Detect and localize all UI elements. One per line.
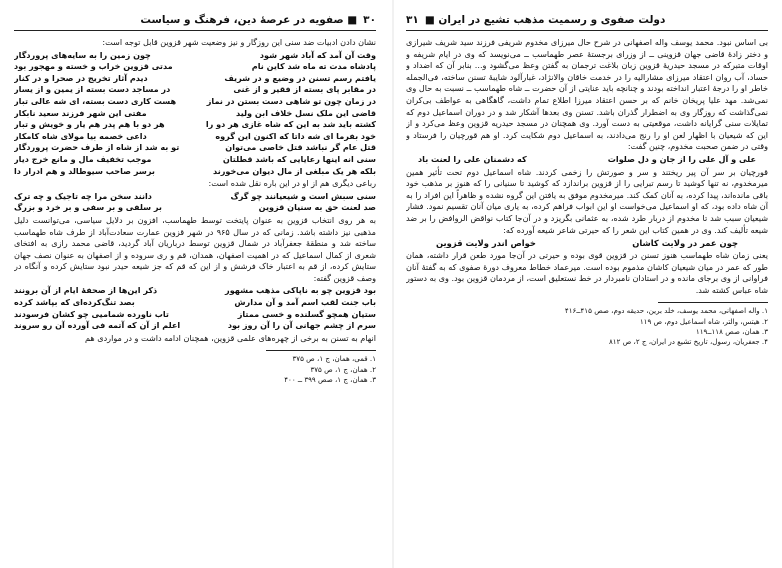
verse-hemistich: پادشاه مدت ته ماه شد کاین نام [251, 61, 376, 72]
verse-hemistich: هست کاری دست بسته، ای شه عالی تبار [14, 95, 177, 106]
right-page-header [406, 10, 768, 31]
verse-line [14, 285, 376, 297]
right-paragraph-3: یعنی زمان شاه طهماسب هنوز تسنن در قزوین قوی بوده و حیرتی در آن‌جا مورد طعن قرار داشته، همان طور که عمر در میان شیعیان کاشان مذموم بوده است. میرعماد خطاط معروف دورهٔ صفوی که به گفتهٔ آنان فراوانی از وی برجای مانده و در استادان نامبردار در خط نستعلیق است، از مردمان قزوین بود. وی به دستور شاه عباس کشته شد. [406, 250, 768, 295]
verse-hemistich: اعلم از آن که آتمه فی آورده آن رو سروند [14, 320, 181, 331]
verse-hemistich: یافتم رسم تسنن در وضیع و در شریف [224, 72, 376, 83]
right-paragraph-2: قورچیان بر سر آن پیر ریختند و سر و صورتش را زخمی کردند. شاه اسماعیل دوم تحت تأثیر همین میرمخدوم، نه تنها کوشید تا رسم تبرایی را از قزوین براندازد که کوشید تا سنیانی را که هنوز بر مذهب خود باقی مانده‌اند، پیدا کرده، به آنان کمک کند. میرمخدوم موفق به یافتن این گروه نشده و ظاهراً این افراد را به آن شاه داده بود، که او اسماعیل می‌خواست او این ابواب فراهم کرده، به یاری میان آنان تقسیم نمود. فشار شیعیان سبب شد تا مخدوم از دربار طرد شده، به عثمانی بگریزد و در آن‌جا کتاب نواقض الروافض را بر ضد شیعه تألیف کند. وی در همین کتاب این شعر را که حیرتی شاعر شیعه آورده که: [406, 166, 768, 235]
left-footnote: ۲. همان، ج ۱، ص ۳۷۵ [310, 364, 376, 374]
verse-hemistich: ذکر این‌ها از صحفهٔ ایام از آن برونند [14, 285, 158, 296]
verse-hemistich: سنی سبش است و شیعیانند چو گرگ [230, 190, 376, 201]
right-footnote: ۳. همان، صص ۱۱۸ــ۱۱۹ [695, 326, 768, 336]
left-page-number: ۳۰ [363, 14, 376, 26]
verse-line [14, 166, 376, 178]
verse-line [14, 131, 376, 143]
left-title-text: صفویه در عرصهٔ دین، فرهنگ و سیاست [140, 14, 344, 26]
verse-line [14, 202, 376, 214]
right-page-body [406, 37, 768, 347]
right-footnote: ۱. واله اصفهانی، محمد یوسف، خلد برین، حدیقه دوم، صص ۴۱۵ــ۴۱۶ [564, 306, 768, 316]
verse-line [14, 297, 376, 309]
left-running-title [140, 10, 376, 30]
right-title-mark: ■ [424, 14, 435, 26]
verse-hemistich: دیدم آثار تخریج در صحرا و در کنار [14, 72, 148, 83]
verse-hemistich: علی و آل علی را از جان و دل صلوات [607, 153, 756, 164]
verse-hemistich: بلکه هر یک مبلغی از مال دیوان می‌خورند [213, 165, 376, 176]
verse-hemistich: تاب ناورده شمامیی چو کشان فرسودند [14, 308, 169, 319]
verse-heading [406, 237, 768, 249]
right-footnote: ۲. هیتس، والتر، شاه اسماعیل دوم، ص ۱۱۹ [639, 316, 768, 326]
poem-2 [14, 191, 376, 214]
verse-hemistich: چون زمین را به سایه‌های پروردگار [14, 49, 151, 60]
verse-hemistich: ستیان همچو گسلنده و خسی ممتاز [237, 308, 376, 319]
poem-1 [14, 50, 376, 178]
left-title-mark: ■ [347, 14, 358, 26]
verse-line [14, 320, 376, 332]
right-title-text: دولت صفوی و رسمیت مذهب تشیع در ایران [438, 14, 666, 26]
left-page-body [14, 37, 376, 385]
verse-hemistich: در زمان چون تو شاهی دست بستن در نماز [206, 95, 376, 106]
verse-line [14, 309, 376, 321]
verse-hemistich: مدتی قزوین خراب و خسته و مهجور بود [14, 61, 173, 72]
left-footnote: ۱. قمی، همان، ج ۱، ص ۳۷۵ [292, 354, 376, 364]
right-page [406, 10, 768, 560]
verse-hemistich: خود بفرما ای شه داتا که اکنون این گروه [215, 130, 376, 141]
verse-hemistich: باب جنت لقب اسم آمد و آن مدارش [234, 297, 376, 308]
right-page-number: ۳۱ [406, 14, 419, 26]
left-footnote: ۳. همان، ج ۱، صص ۳۹۹ ــ ۴۰۰ [284, 374, 376, 384]
left-page-header [14, 10, 376, 31]
verse-hemistich: داعی خصمه بیا مولای شاه کامکار [14, 130, 147, 141]
verse-line [14, 50, 376, 62]
verse-hemistich: وقت آن آمد که آباد شهر شود [259, 49, 376, 60]
page-gutter [392, 0, 394, 568]
verse-hemistich: کشته باید شد به این که شاه غازی هر دو را [205, 119, 376, 130]
left-intro-paragraph: نشان دادن ادبیات ضد سنی این روزگار و نیز وضعیت شهر قزوین قابل توجه است: [102, 37, 376, 47]
verse-line [14, 84, 376, 96]
verse-hemistich: در مساجد دست بسته از یمین و از یسار [14, 84, 171, 95]
verse-line [14, 73, 376, 85]
verse-line [14, 154, 376, 166]
verse-line [14, 119, 376, 131]
verse-hemistich: سنی انه اینها رعایایی که باشد قطلتان [222, 153, 376, 164]
right-running-title [406, 10, 665, 30]
verse-line [14, 142, 376, 154]
left-page [14, 10, 376, 560]
verse-hemistich: خواص اندر ولایت قزوین [436, 238, 536, 249]
poem-3 [14, 285, 376, 331]
right-footnote: ۴. جعفریان، رسول، تاریخ تشیع در ایران، ج ۲، ص ۸۱۲ [609, 337, 768, 347]
left-footnote-rule [266, 350, 376, 351]
verse-hemistich: مفتی این شهر فرزند سعید نابکار [14, 107, 147, 118]
left-body-paragraph: به هر روی انتخاب قزوین به عنوان پایتخت توسط طهماسب، افزون بر دلایل سیاسی، می‌توانست دلیل مذهبی نیز داشته باشد. زمانی که در سال ۹۶۵ در شهر قزوین عمارت سعادت‌آباد از طرف شاه طهماسب ساخته شد و منطقهٔ جعفرآباد در شمال قزوین توسط درباریان آباد گردید، قاضی محمد رازی به افتخای شعری از کمال اسماعیل که در اهمیت اصفهان، همدان، قم و ری سروده و از اصفهان به عنوان نصف جهان ستایش کرده، از قم به اعتبار خاک فرشش و از این که قم که جز شیعه حیدر نبود ستایش کرده و آنگاه در وصف قزوین گفته: [14, 214, 376, 283]
left-mid-paragraph: رباعی دیگری هم از او در این باره نقل شده است: [208, 178, 376, 189]
verse-hemistich: بر سلفی و بر سفی و بر خرد و بزرگ [14, 202, 162, 213]
verse-hemistich: بود قزوین چو به ناپاکی مذهب مشهور [225, 285, 376, 296]
verse-hemistich: دانند سخن مرا چه تاجیک و چه ترک [14, 190, 152, 201]
verse-hemistich: چون عمر در ولایت کاشان [632, 238, 738, 249]
verse-hemistich: که دشمنان علی را لعنت باد [418, 153, 527, 164]
verse-hemistich: قتل عام گر نباشد قتل خاصی می‌توان [225, 142, 376, 153]
verse-hemistich: قاضی این ملک نسل خلاف ابن ولید [236, 107, 376, 118]
verse-hemistich: برسر صاحب سیوطالد و هم ادرار دا [14, 165, 155, 176]
verse-hemistich: تو به شد از شاه از طرف حضرت پروردگار [14, 142, 180, 153]
verse-line [406, 154, 768, 166]
verse-hemistich: هر دو با هم پدر هم یار و خویش و تبار [14, 119, 165, 130]
verse-hemistich: موجب تخفیف مال و مانع خرج دیار [14, 153, 152, 164]
verse-hemistich: بصد تنگ‌کرده‌ای که بپاشد کرده [14, 297, 135, 308]
verse-hemistich: صد لعنت حق به سنیان قزوین [258, 202, 376, 213]
left-closing-paragraph: انهام به تسنن به برخی از چهره‌های علمی قزوین، همچنان ادامه داشت و در مواردی هم [85, 332, 376, 343]
verse-hemistich: سرم از چشم جهانی آن را آن روز بود [227, 320, 376, 331]
verse-hemistich: در مقابر پای بسته از فقیر و از غنی [233, 84, 376, 95]
verse-line [14, 191, 376, 203]
right-paragraph-1: بی اساس نبود. محمد یوسف واله اصفهانی در شرح حال میرزای مخدوم شریفی فرزند سید شریف شیرازی و دختر زادهٔ قاضی جهان قزوینی ــ از وزرای برجستهٔ عصر طهماسب ــ می‌نویسد که وی در ایام شریفه و اوقات متبرکه در مسجد حیدریهٔ قزوین زبان بلاغت ترجمان به گفتن وعظ می‌گشود و... بنابر آن که اضداد و حساد، آب روان اعتقاد میرزای مشارالیه را در خدمت خاقان والانژاد، غبارآلود شایبهٔ تسنن ساخته، فی‌الجمله خاطر او را درجهٔ اعتبار انداخته بودند و چنانچه باید عنایتی از آن حضرت ــ شاه طهماسب ــ نسبت به حال وی نمی‌شد. مهد علیا پریخان خانم که بر حسن اعتقاد میرزا اطلاع تمام داشت، گاهگاهی به عواطف بی‌کران نمی‌گذاشت که روزگار وی به اضطرار گذران باشد. تسنن وی بعدها آشکار شد و در دوران اسماعیل دوم که تمایلات سنی گرایانه داشت، موقعیتی به دست آورد. وی همچنان در مسجد حیدریه قزوین وعظ می‌کرد و از این که شیعیان با اظهار لعن او را رنج می‌دادند، به اسماعیل دوم شکایت کرد. او هم قورچیان را فرستاد و وقتی در ضمن صحبت مخدوم، چنین گفت: [406, 37, 768, 152]
right-footnote-rule [658, 302, 768, 303]
verse-line [14, 61, 376, 73]
verse-line [14, 108, 376, 120]
verse-line [14, 96, 376, 108]
